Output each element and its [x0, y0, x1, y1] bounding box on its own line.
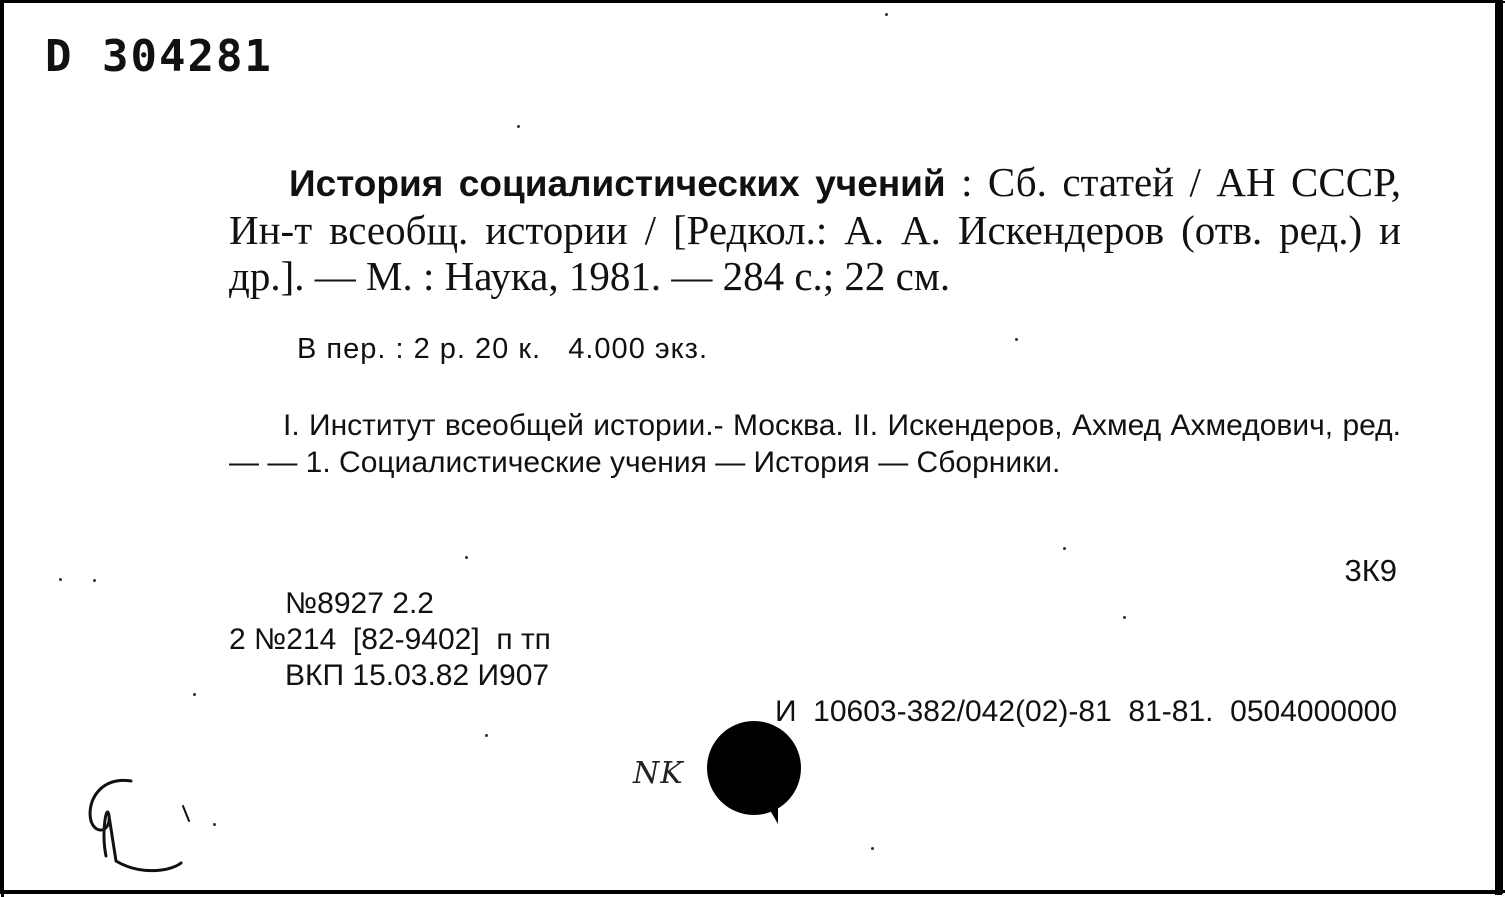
scan-speck [213, 823, 216, 826]
ink-blot-tail [756, 786, 778, 824]
admin-line-3: ВКП 15.03.82 И907 [285, 659, 550, 692]
scan-speck [485, 734, 488, 737]
card-top-border [1, 1, 1505, 3]
entry-body: : Сб. статей / АН СССР, Ин-т всеобщ. истории / [Редкол.: А. А. Искендеров (отв. ред.) и др.]. — М. : Наука, 1981. — 284 с.; 22 см. [229, 159, 1401, 299]
scan-speck [465, 556, 468, 559]
entry-title: История социалистических учений [289, 163, 946, 204]
card-left-border [1, 1, 4, 897]
ink-blot [707, 721, 801, 815]
scan-speck [517, 125, 520, 128]
scan-speck [193, 693, 196, 696]
price-and-print-run: В пер. : 2 р. 20 к. 4.000 экз. [297, 333, 709, 365]
scan-speck [871, 847, 874, 850]
handwritten-signature [71, 771, 231, 891]
scan-speck [1015, 338, 1018, 341]
scan-speck [59, 578, 62, 581]
card-right-border [1495, 1, 1502, 895]
scan-speck [1063, 547, 1066, 550]
tracings [229, 407, 1401, 481]
handwritten-initials: NK [633, 756, 684, 791]
scan-speck [885, 13, 888, 16]
publisher-code-line: И 10603-382/042(02)-81 81-81. 0504000000 [774, 695, 1397, 728]
admin-line-1: №8927 2.2 [285, 587, 434, 620]
call-number: D 304281 [45, 31, 273, 82]
tracings-text: I. Институт всеобщей истории.- Москва. II. Искендеров, Ахмед Ахмедович, ред. — — 1. Социалистические учения — История — Сборники. [229, 409, 1401, 479]
scan-speck [93, 579, 96, 582]
bibliographic-entry [229, 159, 1401, 299]
scan-speck [1123, 616, 1126, 619]
admin-line-2: 2 №214 [82-9402] п тп [229, 623, 551, 656]
classification-code: 3К9 [1344, 553, 1397, 588]
